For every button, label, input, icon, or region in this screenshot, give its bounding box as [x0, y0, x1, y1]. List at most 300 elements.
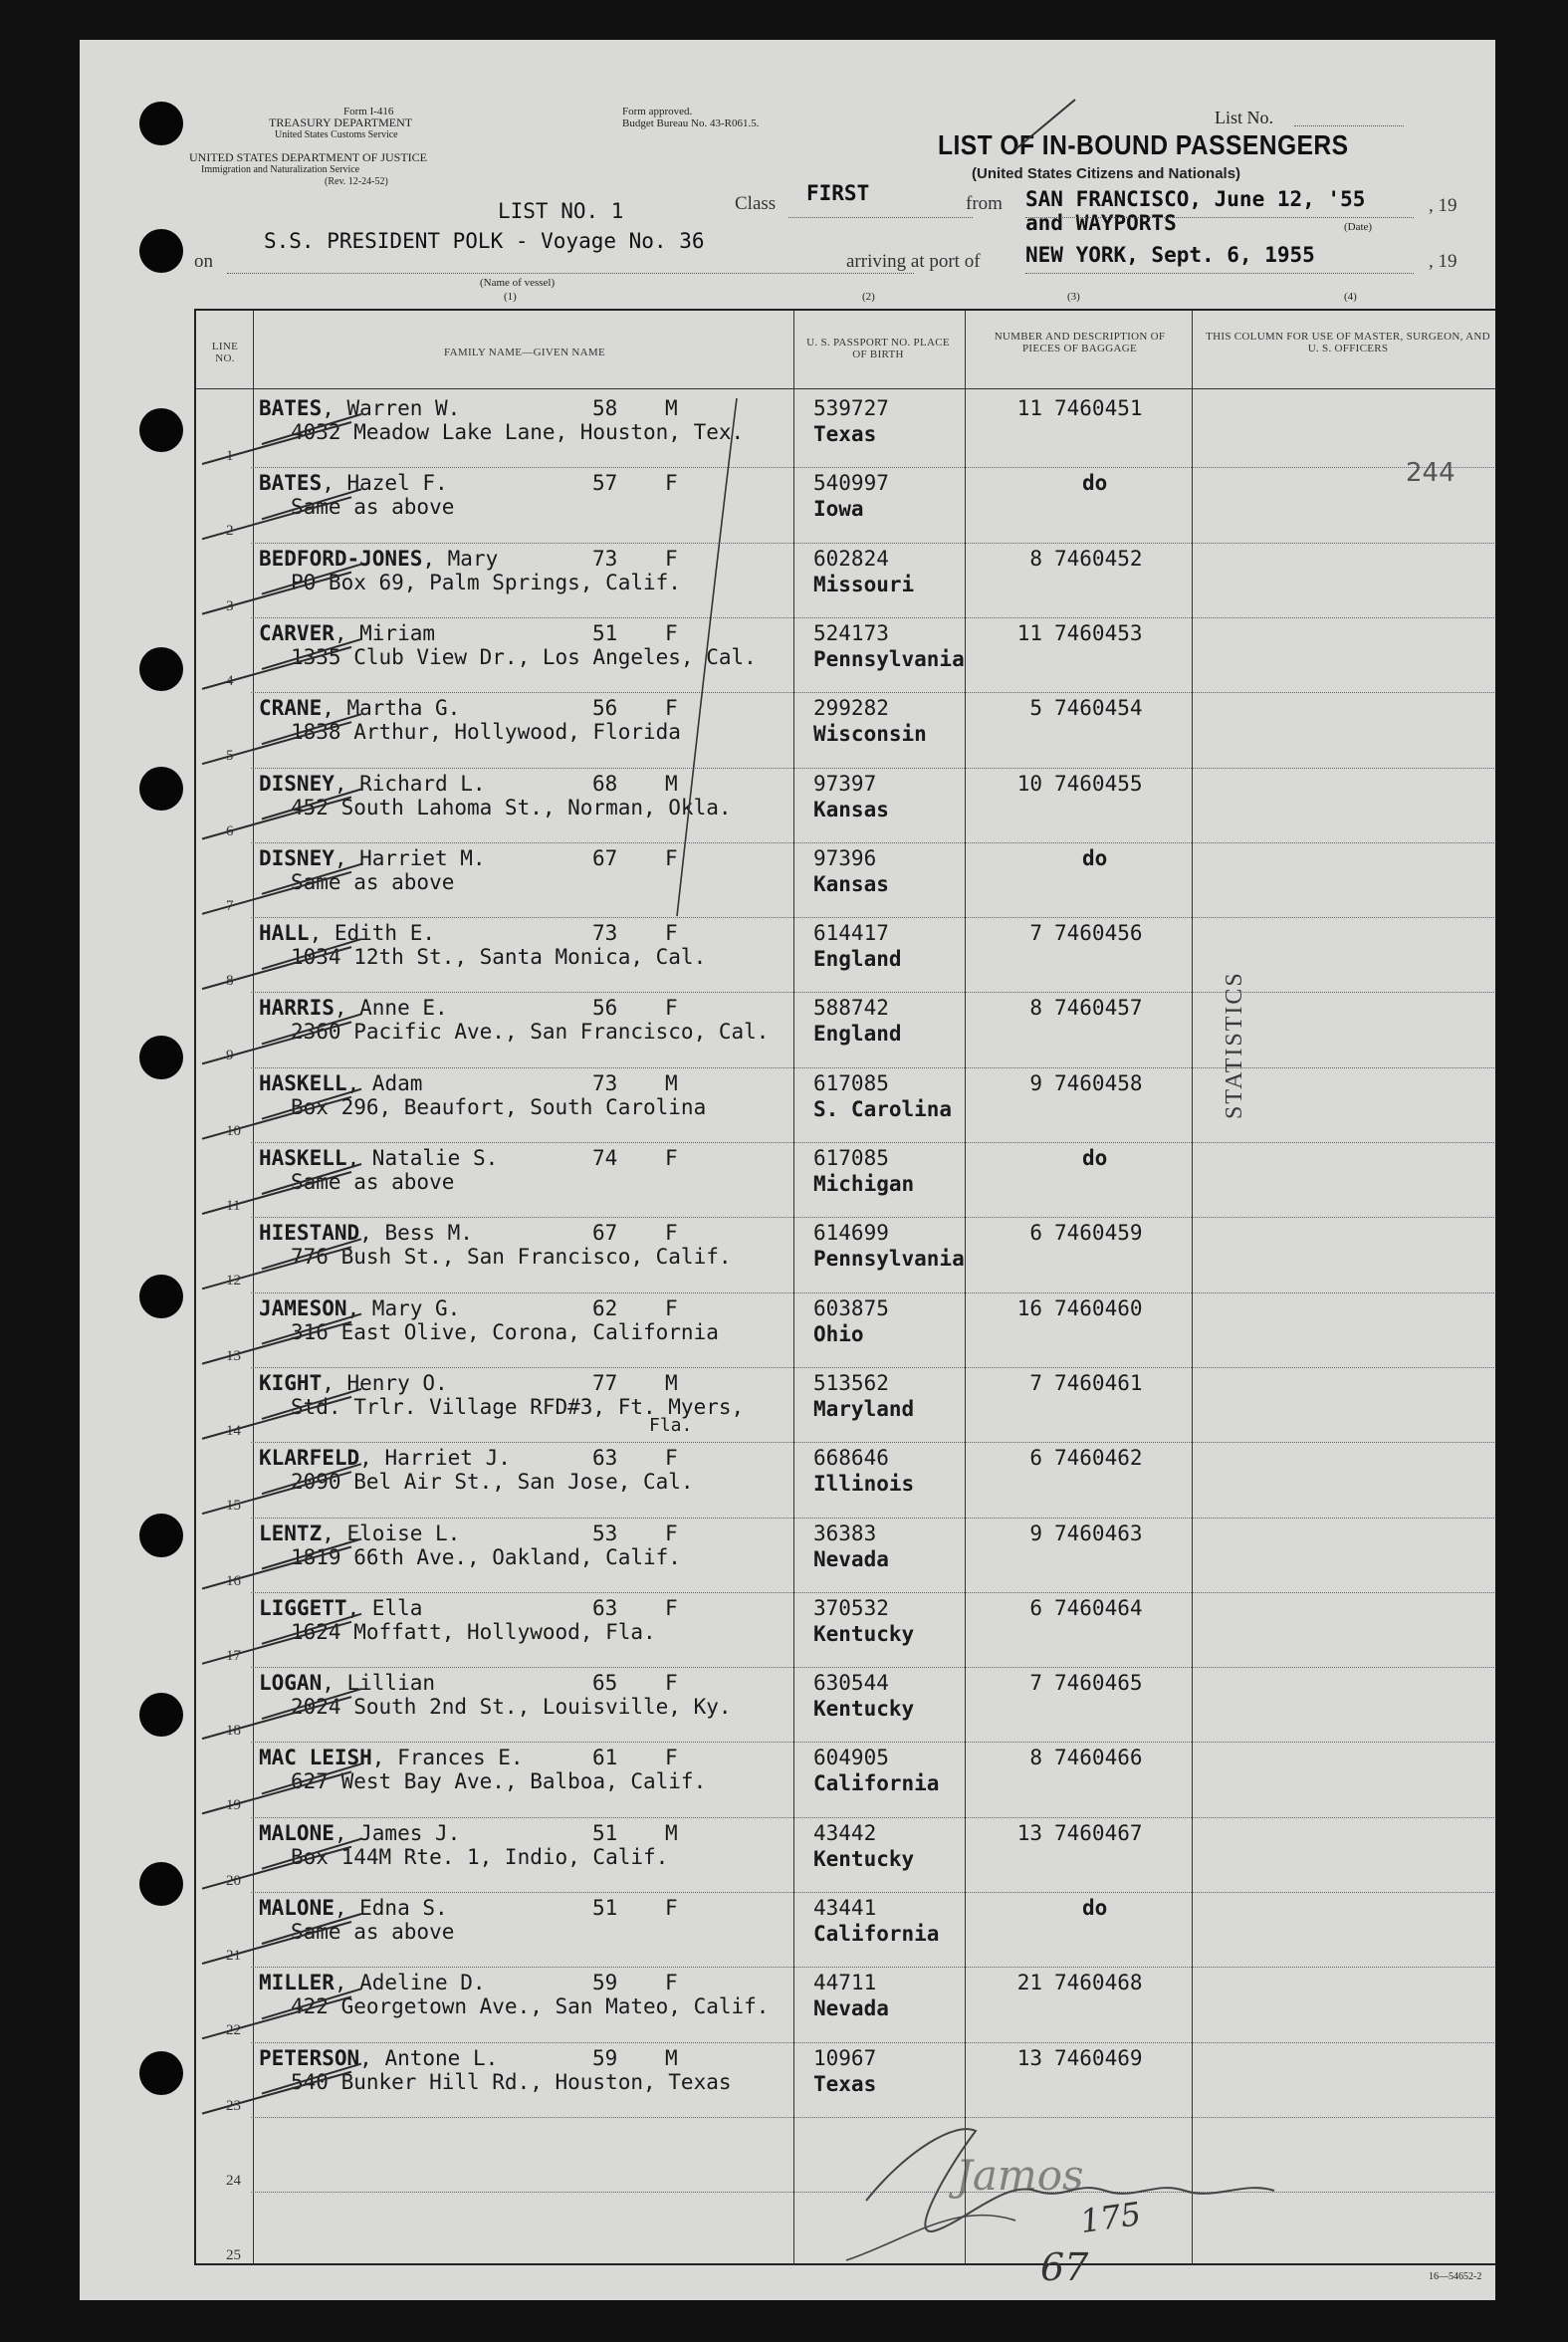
- passenger-address: 2090 Bel Air St., San Jose, Cal.: [291, 1470, 694, 1495]
- passenger-name: [259, 2046, 498, 2070]
- line-number: 24: [226, 2172, 241, 2189]
- passport-number: 540997: [813, 471, 889, 496]
- table-row: [196, 1819, 1495, 1894]
- passenger-address: 2360 Pacific Ave., San Francisco, Cal.: [291, 1020, 770, 1045]
- baggage-pieces: 7: [1029, 1671, 1042, 1696]
- family-name: LOGAN: [259, 1671, 323, 1696]
- line-number: 25: [226, 2247, 241, 2264]
- row-divider: [251, 992, 1495, 993]
- line-number: 19: [226, 1797, 241, 1814]
- passenger-name: [259, 1221, 473, 1245]
- place-of-birth: California: [813, 1922, 940, 1946]
- passenger-address: 1819 66th Ave., Oakland, Calif.: [291, 1544, 681, 1569]
- given-name: , Edna S.: [334, 1896, 448, 1920]
- passenger-name: [259, 1371, 448, 1395]
- passenger-address: 452 South Lahoma St., Norman, Okla.: [291, 795, 732, 820]
- passenger-sex: F: [665, 1971, 678, 1995]
- passenger-address: 422 Georgetown Ave., San Mateo, Calif.: [291, 1994, 770, 2019]
- passenger-age: 73: [592, 546, 618, 571]
- given-name: , Richard L.: [334, 771, 486, 796]
- passenger-address: Std. Trlr. Village RFD#3, Ft. Myers,: [291, 1394, 745, 1419]
- family-name: LENTZ: [259, 1521, 323, 1545]
- baggage-tag: 7460457: [1054, 996, 1143, 1021]
- given-name: , Henry O.: [322, 1370, 448, 1395]
- passenger-address: 776 Bush St., San Francisco, Calif.: [291, 1245, 732, 1270]
- family-name: MALONE: [259, 1896, 335, 1920]
- table-row: [196, 994, 1495, 1068]
- passenger-sex: F: [665, 921, 678, 946]
- passport-number: 43441: [813, 1896, 877, 1920]
- form-code: 16—54652-2: [1429, 2271, 1482, 2282]
- baggage-pieces: 5: [1029, 696, 1042, 721]
- baggage-tag: 7460462: [1054, 1446, 1143, 1471]
- passenger-age: 73: [592, 921, 618, 946]
- given-name: , Ella: [346, 1595, 423, 1620]
- family-name: BEDFORD-JONES: [259, 546, 423, 571]
- passenger-address-cont: Fla.: [649, 1414, 693, 1436]
- passenger-sex: F: [665, 1521, 678, 1545]
- passenger-age: 59: [592, 1971, 618, 1995]
- baggage-pieces: 9: [1029, 1070, 1042, 1095]
- punch-hole: [139, 1514, 183, 1557]
- passenger-address: 2024 South 2nd St., Louisville, Ky.: [291, 1695, 732, 1720]
- form-approved: Form approved.: [622, 106, 693, 117]
- col-header-line: LINE NO.: [211, 341, 239, 364]
- row-divider: [251, 2117, 1495, 2118]
- passenger-name: [259, 1671, 435, 1695]
- passport-number: 617085: [813, 1146, 889, 1170]
- baggage-pieces: 21: [1016, 1971, 1042, 1995]
- table-row: [196, 1969, 1495, 2043]
- row-divider: [251, 467, 1495, 468]
- revision: (Rev. 12-24-52): [325, 176, 388, 187]
- passenger-address: 1034 12th St., Santa Monica, Cal.: [291, 945, 707, 970]
- table-row: [196, 545, 1495, 619]
- passenger-age: 57: [592, 471, 618, 496]
- table-row: [196, 2119, 1495, 2194]
- column-index-3: (3): [1067, 291, 1080, 303]
- table-row: [196, 694, 1495, 769]
- line-number: 17: [226, 1647, 241, 1664]
- year-suffix-arrival: , 19: [1429, 251, 1457, 272]
- passenger-name: [259, 772, 486, 796]
- row-divider: [251, 1367, 1495, 1368]
- place-of-birth: California: [813, 1771, 940, 1796]
- baggage-tag: 7460461: [1054, 1370, 1143, 1395]
- baggage-pieces: 16: [1016, 1295, 1042, 1320]
- class-label: Class: [735, 193, 777, 214]
- passenger-address: Same as above: [291, 1170, 455, 1194]
- passenger-sex: F: [665, 996, 678, 1021]
- row-divider: [251, 692, 1495, 693]
- passport-number: 617085: [813, 1070, 889, 1095]
- passenger-age: 59: [592, 2045, 618, 2070]
- given-name: , Harriet M.: [334, 845, 486, 870]
- passenger-address: Same as above: [291, 869, 455, 894]
- signature-text: Jamos: [956, 2151, 1084, 2200]
- list-no-label: List No.: [1215, 108, 1274, 127]
- passport-number: 614699: [813, 1221, 889, 1246]
- passenger-sex: F: [665, 845, 678, 870]
- given-name: , Frances E.: [371, 1746, 524, 1770]
- given-name: , Mary G.: [346, 1295, 461, 1320]
- treasury-heading: TREASURY DEPARTMENT: [269, 116, 413, 129]
- family-name: DISNEY: [259, 771, 335, 796]
- table-row: [196, 1669, 1495, 1744]
- line-number: 15: [226, 1498, 241, 1515]
- passenger-sex: F: [665, 546, 678, 571]
- passenger-address: 627 West Bay Ave., Balboa, Calif.: [291, 1769, 707, 1794]
- place-of-birth: Nevada: [813, 1546, 889, 1571]
- wayports: and WAYPORTS: [1025, 211, 1177, 235]
- line-number: 3: [226, 597, 234, 614]
- family-name: BATES: [259, 396, 323, 420]
- family-name: HASKELL: [259, 1146, 347, 1170]
- place-of-birth: Kansas: [813, 797, 889, 821]
- passenger-age: 63: [592, 1595, 618, 1620]
- passenger-age: 65: [592, 1671, 618, 1696]
- list-no-line: [1294, 125, 1404, 126]
- row-divider: [251, 917, 1495, 918]
- departure-port: SAN FRANCISCO, June 12, '55: [1025, 187, 1366, 211]
- passenger-name: [259, 1821, 460, 1845]
- line-number: 12: [226, 1273, 241, 1289]
- passenger-address: Same as above: [291, 495, 455, 520]
- passenger-age: 68: [592, 771, 618, 796]
- table-row: [196, 770, 1495, 844]
- passenger-name: [259, 1446, 511, 1470]
- place-of-birth: Ohio: [813, 1321, 864, 1346]
- baggage-ditto: do: [1082, 1896, 1108, 1920]
- table-row: [196, 2044, 1495, 2119]
- family-name: CRANE: [259, 696, 323, 721]
- passport-number: 97397: [813, 771, 877, 796]
- place-of-birth: Pennsylvania: [813, 1247, 965, 1272]
- table-row: [196, 1294, 1495, 1369]
- row-divider: [251, 1217, 1495, 1218]
- passenger-name: [259, 1146, 498, 1170]
- passenger-sex: M: [665, 2045, 678, 2070]
- list-number: LIST NO. 1: [498, 199, 624, 223]
- place-of-birth: Iowa: [813, 497, 864, 522]
- passport-number: 668646: [813, 1446, 889, 1471]
- line-number: 21: [226, 1948, 241, 1964]
- table-row: [196, 919, 1495, 994]
- row-divider: [251, 2192, 1495, 2193]
- line-number: 6: [226, 822, 234, 839]
- row-divider: [251, 2042, 1495, 2043]
- passenger-address: PO Box 69, Palm Springs, Calif.: [291, 570, 681, 594]
- passenger-age: 56: [592, 696, 618, 721]
- date-caption: (Date): [1344, 221, 1373, 233]
- passenger-sex: F: [665, 1896, 678, 1920]
- given-name: , Miriam: [334, 620, 436, 645]
- statistics-stamp: STATISTICS: [1222, 971, 1247, 1119]
- ins-heading: Immigration and Naturalization Service: [201, 164, 360, 175]
- passenger-sex: F: [665, 1221, 678, 1246]
- given-name: , Adeline D.: [334, 1971, 486, 1995]
- line-number: 11: [226, 1198, 241, 1214]
- baggage-tag: 7460468: [1054, 1971, 1143, 1995]
- arriving-label: arriving at port of: [846, 251, 981, 272]
- passenger-age: 67: [592, 1221, 618, 1246]
- table-row: [196, 1069, 1495, 1144]
- table-row: [196, 394, 1495, 469]
- tally-mark-2: 67: [1040, 2245, 1089, 2289]
- vessel-name: S.S. PRESIDENT POLK - Voyage No. 36: [264, 229, 705, 253]
- given-name: , Anne E.: [334, 996, 448, 1021]
- row-divider: [251, 1518, 1495, 1519]
- budget-bureau: Budget Bureau No. 43-R061.5.: [622, 117, 760, 129]
- line-number: 20: [226, 1872, 241, 1889]
- passenger-name: [259, 1746, 524, 1769]
- row-divider: [251, 1592, 1495, 1593]
- vessel-line: [227, 273, 914, 274]
- row-divider: [251, 1967, 1495, 1968]
- baggage-ditto: do: [1082, 845, 1108, 870]
- given-name: , Lillian: [322, 1671, 436, 1696]
- passenger-sex: F: [665, 1295, 678, 1320]
- passenger-age: 56: [592, 996, 618, 1021]
- col-header-name: FAMILY NAME—GIVEN NAME: [444, 347, 605, 358]
- baggage-ditto: do: [1082, 1146, 1108, 1170]
- passenger-name: [259, 996, 448, 1020]
- baggage-pieces: 8: [1029, 996, 1042, 1021]
- passenger-name: [259, 471, 448, 495]
- family-name: DISNEY: [259, 845, 335, 870]
- baggage-pieces: 13: [1016, 2045, 1042, 2070]
- row-divider: [251, 1142, 1495, 1143]
- passenger-name: [259, 1896, 448, 1920]
- line-number: 2: [226, 523, 234, 540]
- family-name: KIGHT: [259, 1370, 323, 1395]
- punch-hole: [139, 408, 183, 452]
- baggage-pieces: 8: [1029, 1746, 1042, 1770]
- row-divider: [251, 1817, 1495, 1818]
- passenger-table: [194, 309, 1495, 2265]
- baggage-pieces: 6: [1029, 1595, 1042, 1620]
- given-name: , James J.: [334, 1820, 461, 1845]
- passenger-name: [259, 1971, 486, 1994]
- passenger-sex: F: [665, 1746, 678, 1770]
- given-name: , Adam: [346, 1070, 423, 1095]
- baggage-tag: 7460456: [1054, 921, 1143, 946]
- place-of-birth: England: [813, 947, 902, 972]
- row-divider: [251, 842, 1495, 843]
- passenger-address: Box 296, Beaufort, South Carolina: [291, 1094, 707, 1119]
- baggage-tag: 7460455: [1054, 771, 1143, 796]
- punch-hole: [139, 767, 183, 811]
- passenger-sex: F: [665, 620, 678, 645]
- baggage-pieces: 6: [1029, 1221, 1042, 1246]
- baggage-ditto: do: [1082, 471, 1108, 496]
- passenger-name: [259, 696, 460, 720]
- passenger-name: [259, 547, 498, 571]
- given-name: , Edith E.: [309, 921, 436, 946]
- passenger-address: Box 144M Rte. 1, Indio, Calif.: [291, 1844, 669, 1869]
- family-name: MAC LEISH: [259, 1746, 372, 1770]
- place-of-birth: England: [813, 1022, 902, 1047]
- family-name: JAMESON: [259, 1295, 347, 1320]
- passport-number: 10967: [813, 2045, 877, 2070]
- family-name: CARVER: [259, 620, 335, 645]
- punch-hole: [139, 2051, 183, 2095]
- officer-stamp-number: 244: [1406, 458, 1456, 488]
- table-row: [196, 619, 1495, 694]
- passenger-age: 51: [592, 1896, 618, 1920]
- passenger-sex: F: [665, 1146, 678, 1170]
- passenger-name: [259, 1296, 460, 1320]
- passport-number: 370532: [813, 1595, 889, 1620]
- passenger-age: 58: [592, 396, 618, 420]
- col-header-passport: U. S. PASSPORT NO. PLACE OF BIRTH: [806, 337, 950, 360]
- baggage-pieces: 7: [1029, 921, 1042, 946]
- given-name: , Mary: [422, 546, 499, 571]
- passenger-age: 51: [592, 1820, 618, 1845]
- row-divider: [251, 1292, 1495, 1293]
- punch-hole: [139, 647, 183, 691]
- col-header-officers: THIS COLUMN FOR USE OF MASTER, SURGEON, AND U. S. OFFICERS: [1206, 331, 1490, 354]
- passport-number: 539727: [813, 396, 889, 420]
- table-row: [196, 1369, 1495, 1444]
- baggage-tag: 7460465: [1054, 1671, 1143, 1696]
- baggage-tag: 7460459: [1054, 1221, 1143, 1246]
- given-name: , Natalie S.: [346, 1146, 499, 1170]
- line-number: 9: [226, 1048, 234, 1064]
- passenger-address: 1624 Moffatt, Hollywood, Fla.: [291, 1619, 656, 1644]
- baggage-tag: 7460466: [1054, 1746, 1143, 1770]
- table-row: [196, 2194, 1495, 2268]
- passenger-name: [259, 1596, 422, 1620]
- passenger-name: [259, 846, 486, 870]
- passenger-address: Same as above: [291, 1920, 455, 1944]
- family-name: KLARFELD: [259, 1446, 360, 1471]
- passport-number: 36383: [813, 1521, 877, 1545]
- passenger-sex: M: [665, 1820, 678, 1845]
- passport-number: 43442: [813, 1820, 877, 1845]
- passport-number: 588742: [813, 996, 889, 1021]
- table-row: [196, 844, 1495, 919]
- passenger-address: 1335 Club View Dr., Los Angeles, Cal.: [291, 644, 757, 669]
- punch-hole: [139, 102, 183, 145]
- line-number: 22: [226, 2022, 241, 2039]
- place-of-birth: Michigan: [813, 1172, 915, 1196]
- passport-number: 524173: [813, 620, 889, 645]
- passenger-name: [259, 621, 435, 645]
- passenger-age: 73: [592, 1070, 618, 1095]
- manifest-page: [80, 40, 1495, 2300]
- place-of-birth: Kansas: [813, 871, 889, 896]
- line-number: 10: [226, 1122, 241, 1139]
- baggage-tag: 7460460: [1054, 1295, 1143, 1320]
- baggage-tag: 7460469: [1054, 2045, 1143, 2070]
- baggage-tag: 7460454: [1054, 696, 1143, 721]
- row-divider: [251, 543, 1495, 544]
- passenger-address: 4032 Meadow Lake Lane, Houston, Tex.: [291, 420, 745, 444]
- family-name: HALL: [259, 921, 310, 946]
- table-row: [196, 469, 1495, 544]
- baggage-pieces: 9: [1029, 1521, 1042, 1545]
- line-number: 23: [226, 2097, 241, 2114]
- line-number: 18: [226, 1723, 241, 1740]
- manifest-title: LIST OF IN-BOUND PASSENGERS: [938, 129, 1349, 160]
- customs-service: United States Customs Service: [275, 129, 398, 140]
- passenger-age: 74: [592, 1146, 618, 1170]
- family-name: MILLER: [259, 1971, 335, 1995]
- passenger-age: 63: [592, 1446, 618, 1471]
- vessel-caption: (Name of vessel): [480, 277, 556, 289]
- passenger-age: 51: [592, 620, 618, 645]
- line-number: 1: [226, 448, 234, 464]
- passenger-sex: F: [665, 471, 678, 496]
- passenger-name: [259, 1522, 460, 1545]
- passenger-sex: F: [665, 1671, 678, 1696]
- place-of-birth: S. Carolina: [813, 1096, 953, 1121]
- passenger-age: 77: [592, 1370, 618, 1395]
- baggage-pieces: 7: [1029, 1370, 1042, 1395]
- passenger-age: 61: [592, 1746, 618, 1770]
- column-index-1: (1): [504, 291, 517, 303]
- passenger-sex: F: [665, 1446, 678, 1471]
- family-name: HIESTAND: [259, 1221, 360, 1246]
- passenger-age: 53: [592, 1521, 618, 1545]
- column-index-4: (4): [1344, 291, 1357, 303]
- passenger-age: 62: [592, 1295, 618, 1320]
- table-row: [196, 1144, 1495, 1219]
- row-divider: [251, 1067, 1495, 1068]
- place-of-birth: Illinois: [813, 1472, 915, 1497]
- baggage-pieces: 13: [1016, 1820, 1042, 1845]
- passenger-sex: M: [665, 396, 678, 420]
- table-row: [196, 1594, 1495, 1669]
- manifest-subtitle: (United States Citizens and Nationals): [972, 165, 1241, 182]
- passenger-sex: M: [665, 771, 678, 796]
- line-number: 14: [226, 1422, 241, 1439]
- baggage-pieces: 10: [1016, 771, 1042, 796]
- given-name: , Hazel F.: [322, 471, 448, 496]
- passenger-address: 540 Bunker Hill Rd., Houston, Texas: [291, 2069, 732, 2094]
- passport-number: 630544: [813, 1671, 889, 1696]
- family-name: PETERSON: [259, 2045, 360, 2070]
- baggage-pieces: 8: [1029, 546, 1042, 571]
- passport-number: 603875: [813, 1295, 889, 1320]
- baggage-tag: 7460467: [1054, 1820, 1143, 1845]
- passenger-address: 316 East Olive, Corona, California: [291, 1319, 719, 1344]
- family-name: LIGGETT: [259, 1595, 347, 1620]
- place-of-birth: Missouri: [813, 572, 915, 596]
- table-row: [196, 1520, 1495, 1594]
- from-label: from: [966, 193, 1003, 214]
- family-name: HASKELL: [259, 1070, 347, 1095]
- punch-hole: [139, 1275, 183, 1318]
- place-of-birth: Pennsylvania: [813, 646, 965, 671]
- given-name: , Warren W.: [322, 396, 461, 420]
- table-row: [196, 1894, 1495, 1969]
- baggage-pieces: 6: [1029, 1446, 1042, 1471]
- baggage-tag: 7460452: [1054, 546, 1143, 571]
- family-name: MALONE: [259, 1820, 335, 1845]
- tally-mark: 175: [1077, 2194, 1144, 2241]
- column-index-2: (2): [862, 291, 875, 303]
- passport-number: 299282: [813, 696, 889, 721]
- given-name: , Martha G.: [322, 696, 461, 721]
- given-name: , Harriet J.: [359, 1446, 511, 1471]
- row-divider: [251, 1667, 1495, 1668]
- passenger-name: [259, 921, 435, 945]
- on-label: on: [194, 251, 213, 272]
- line-number: 4: [226, 672, 234, 689]
- justice-heading: UNITED STATES DEPARTMENT OF JUSTICE: [189, 150, 428, 164]
